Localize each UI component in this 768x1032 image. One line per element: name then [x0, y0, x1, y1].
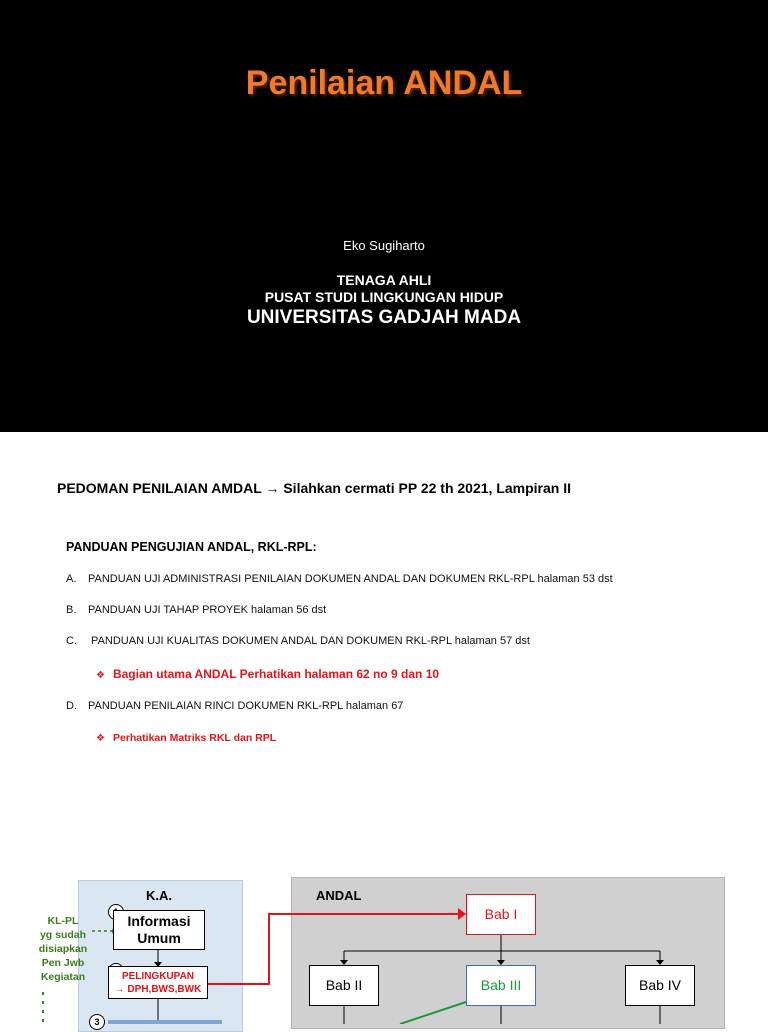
- andal-title: ANDAL: [316, 888, 362, 903]
- institution-center: PUSAT STUDI LINGKUNGAN HIDUP: [264, 289, 504, 305]
- bab1-box: Bab I: [466, 894, 536, 935]
- list-text: PANDUAN PENILAIAN RINCI DOKUMEN RKL-RPL halaman 67: [88, 700, 404, 712]
- author-name: Eko Sugiharto: [343, 238, 425, 253]
- guideline-subheading: PANDUAN PENGUJIAN ANDAL, RKL-RPL:: [66, 540, 317, 554]
- university-name: UNIVERSITAS GADJAH MADA: [246, 307, 522, 328]
- pelingkupan-line: PELINGKUPAN: [121, 971, 195, 982]
- klpl-note: [30, 914, 96, 984]
- list-text: PANDUAN UJI KUALITAS DOKUMEN ANDAL DAN DOKUMEN RKL-RPL halaman 57 dst: [88, 635, 530, 647]
- klpl-line: disiapkan: [38, 943, 88, 955]
- info-umum-line: Umum: [137, 930, 181, 946]
- klpl-line: KL-PL: [47, 915, 79, 927]
- list-letter: B.: [66, 604, 77, 616]
- step-3-badge: 3: [89, 1014, 105, 1030]
- bab4-box: Bab IV: [625, 965, 695, 1006]
- slide-title: Penilaian ANDAL: [245, 64, 523, 102]
- info-umum-box: [113, 910, 205, 950]
- list-item-d: [66, 700, 403, 712]
- bab3-box: Bab III: [466, 965, 536, 1006]
- klpl-line: yg sudah: [39, 929, 87, 941]
- role-label: TENAGA AHLI: [336, 272, 432, 288]
- bab2-box: Bab II: [309, 965, 379, 1006]
- title-slide: [0, 0, 768, 432]
- list-text: PANDUAN UJI TAHAP PROYEK halaman 56 dst: [88, 604, 327, 616]
- note-text: Perhatikan Matriks RKL dan RPL: [112, 732, 277, 744]
- list-text: PANDUAN UJI ADMINISTRASI PENILAIAN DOKUMEN ANDAL DAN DOKUMEN RKL-RPL halaman 53 dst: [88, 573, 613, 585]
- list-letter: A.: [66, 573, 77, 585]
- list-letter: C.: [66, 635, 77, 647]
- list-item-b: [66, 604, 326, 616]
- list-item-a: [66, 573, 613, 585]
- note-andal-main: [96, 667, 439, 681]
- pelingkupan-box: [108, 966, 208, 999]
- list-item-c: [66, 635, 530, 647]
- diamond-bullet-icon: ❖: [96, 670, 105, 681]
- guideline-heading: PEDOMAN PENILAIAN AMDAL → Silahkan cermati PP 22 th 2021, Lampiran II: [57, 480, 571, 496]
- diamond-bullet-icon: ❖: [96, 733, 105, 744]
- note-text: Bagian utama ANDAL Perhatikan halaman 62 no 9 dan 10: [112, 667, 440, 681]
- list-letter: D.: [66, 700, 77, 712]
- pelingkupan-line: → DPH,BWS,BWK: [114, 984, 202, 995]
- klpl-line: Pen Jwb: [41, 957, 85, 969]
- ka-title: K.A.: [146, 888, 172, 903]
- info-umum-line: Informasi: [127, 913, 191, 929]
- klpl-line: Kegiatan: [40, 971, 86, 983]
- note-matrix: [96, 732, 276, 744]
